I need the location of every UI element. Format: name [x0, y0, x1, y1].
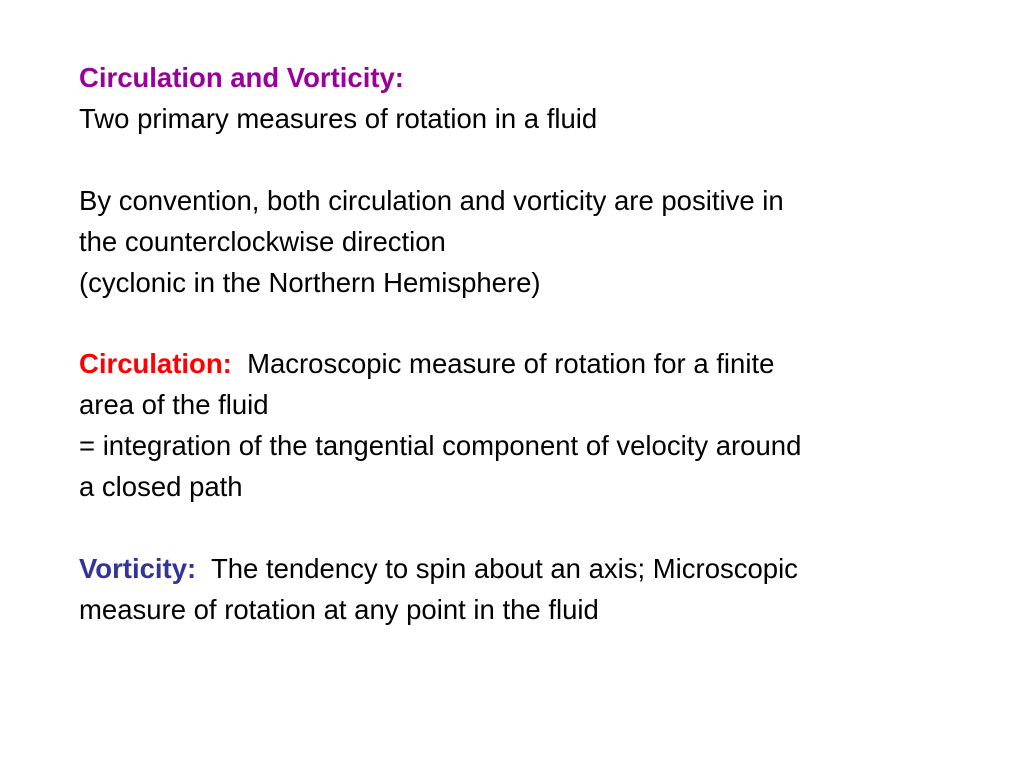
- convention-line-3: (cyclonic in the Northern Hemisphere): [79, 266, 541, 298]
- slide-heading: Circulation and Vorticity:: [79, 62, 404, 93]
- circulation-definition-line-2: area of the fluid: [79, 389, 269, 421]
- vorticity-label: Vorticity:: [79, 552, 197, 584]
- convention-line-2: the counterclockwise direction: [79, 225, 446, 257]
- circulation-label: Circulation:: [79, 348, 232, 380]
- circulation-definition-line-3: = integration of the tangential component of velocity around: [79, 430, 802, 462]
- vorticity-definition-line-2: measure of rotation at any point in the fluid: [79, 593, 599, 625]
- vorticity-definition-line-1: [79, 549, 984, 590]
- spacer: [79, 140, 984, 181]
- circulation-definition-text: Macroscopic measure of rotation for a finite: [247, 348, 775, 380]
- vorticity-definition-text: The tendency to spin about an axis; Microscopic: [210, 552, 798, 584]
- spacer: [79, 303, 984, 344]
- circulation-definition-line-1: [79, 344, 984, 385]
- convention-line-1: By convention, both circulation and vorticity are positive in: [79, 184, 784, 216]
- subtitle-line: Two primary measures of rotation in a fluid: [79, 102, 598, 134]
- circulation-definition-line-4: a closed path: [79, 471, 243, 503]
- spacer: [79, 508, 984, 549]
